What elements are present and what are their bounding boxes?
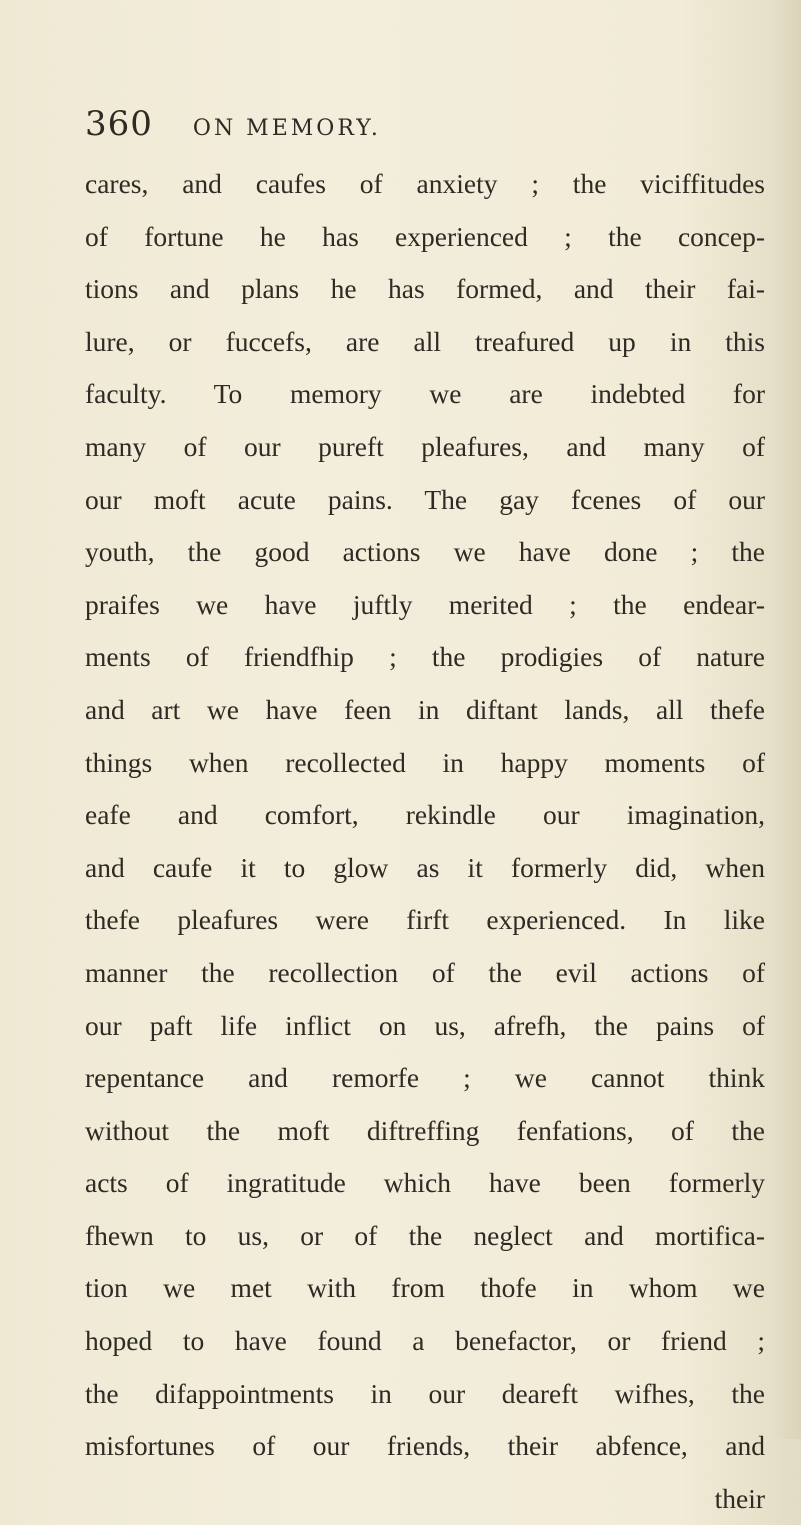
text-line: praifes we have juftly merited ; the endear-: [85, 588, 765, 620]
text-line: lure, or fuccefs, are all treafured up in this: [85, 325, 765, 357]
text-line: our paft life inflict on us, afrefh, the pains of: [85, 1009, 765, 1041]
text-line: ments of friendfhip ; the prodigies of nature: [85, 641, 765, 673]
text-line: manner the recollection of the evil actions of: [85, 956, 765, 988]
text-line: youth, the good actions we have done ; the: [85, 536, 765, 568]
text-line: misfortunes of our friends, their abfence, and: [85, 1430, 765, 1462]
text-line: of fortune he has experienced ; the concep-: [85, 220, 765, 252]
text-line: and art we have feen in diftant lands, all thefe: [85, 693, 765, 725]
catchword: their: [714, 1482, 765, 1514]
text-line: acts of ingratitude which have been formerly: [85, 1167, 765, 1199]
text-line: tions and plans he has formed, and their fai-: [85, 273, 765, 305]
text-line: thefe pleafures were firft experienced. In like: [85, 904, 765, 936]
page-edge-shadow: [771, 0, 801, 1439]
text-line: cares, and caufes of anxiety ; the viciffitudes: [85, 168, 765, 199]
running-title: ON MEMORY.: [192, 116, 381, 141]
text-line: the difappointments in our deareft wifhes, the: [85, 1377, 765, 1409]
text-line: eafe and comfort, rekindle our imagination,: [85, 799, 765, 831]
text-line: hoped to have found a benefactor, or friend ;: [85, 1325, 765, 1357]
text-line: our moft acute pains. The gay fcenes of our: [85, 483, 765, 515]
text-line: tion we met with from thofe in whom we: [85, 1272, 765, 1304]
text-line: fhewn to us, or of the neglect and mortifica-: [85, 1219, 765, 1251]
text-line: and caufe it to glow as it formerly did, when: [85, 851, 765, 883]
running-head: [85, 104, 705, 152]
text-line: things when recollected in happy moments of: [85, 746, 765, 778]
page-number: 360: [85, 104, 153, 144]
text-line: faculty. To memory we are indebted for: [85, 378, 765, 410]
text-line: repentance and remorfe ; we cannot think: [85, 1062, 765, 1094]
body-text: [85, 158, 765, 1525]
text-line: many of our pureft pleafures, and many of: [85, 430, 765, 462]
text-line: without the moft diftreffing fenfations, of the: [85, 1114, 765, 1146]
